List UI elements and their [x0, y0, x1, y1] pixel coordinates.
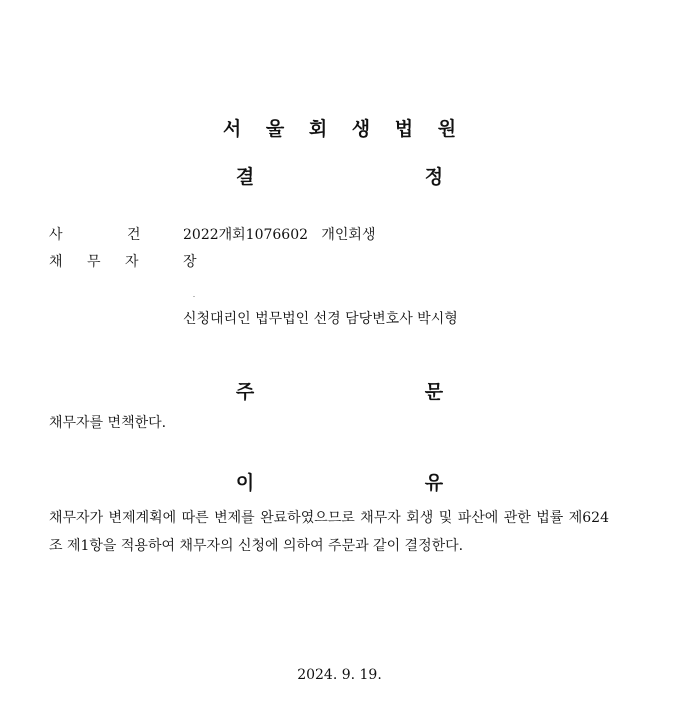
document-title: 결 정: [235, 166, 526, 188]
debtor-name: 장: [183, 254, 197, 270]
reason-heading: 이 유: [235, 472, 526, 494]
debtor-row: [49, 252, 197, 272]
decision-date: 2024. 9. 19.: [297, 667, 382, 683]
order-text: 채무자를 면책한다.: [49, 415, 167, 431]
order-heading: 주 문: [235, 381, 526, 403]
scan-mark: [193, 296, 195, 297]
case-label: 사 건: [49, 227, 141, 243]
applicant-agent: 신청대리인 법무법인 선경 담당변호사 박시형: [183, 311, 458, 327]
debtor-label: 채 무 자: [49, 254, 139, 270]
reason-text: 채무자가 변제계획에 따른 변제를 완료하였으므로 채무자 회생 및 파산에 관한 법률 제624조 제1항을 적용하여 채무자의 신청에 의하여 주문과 같이 결정한다.: [49, 510, 609, 554]
case-row: [49, 225, 375, 245]
case-number: 2022개회1076602 개인회생: [183, 227, 376, 243]
court-name: 서 울 회 생 법 원: [222, 118, 466, 140]
